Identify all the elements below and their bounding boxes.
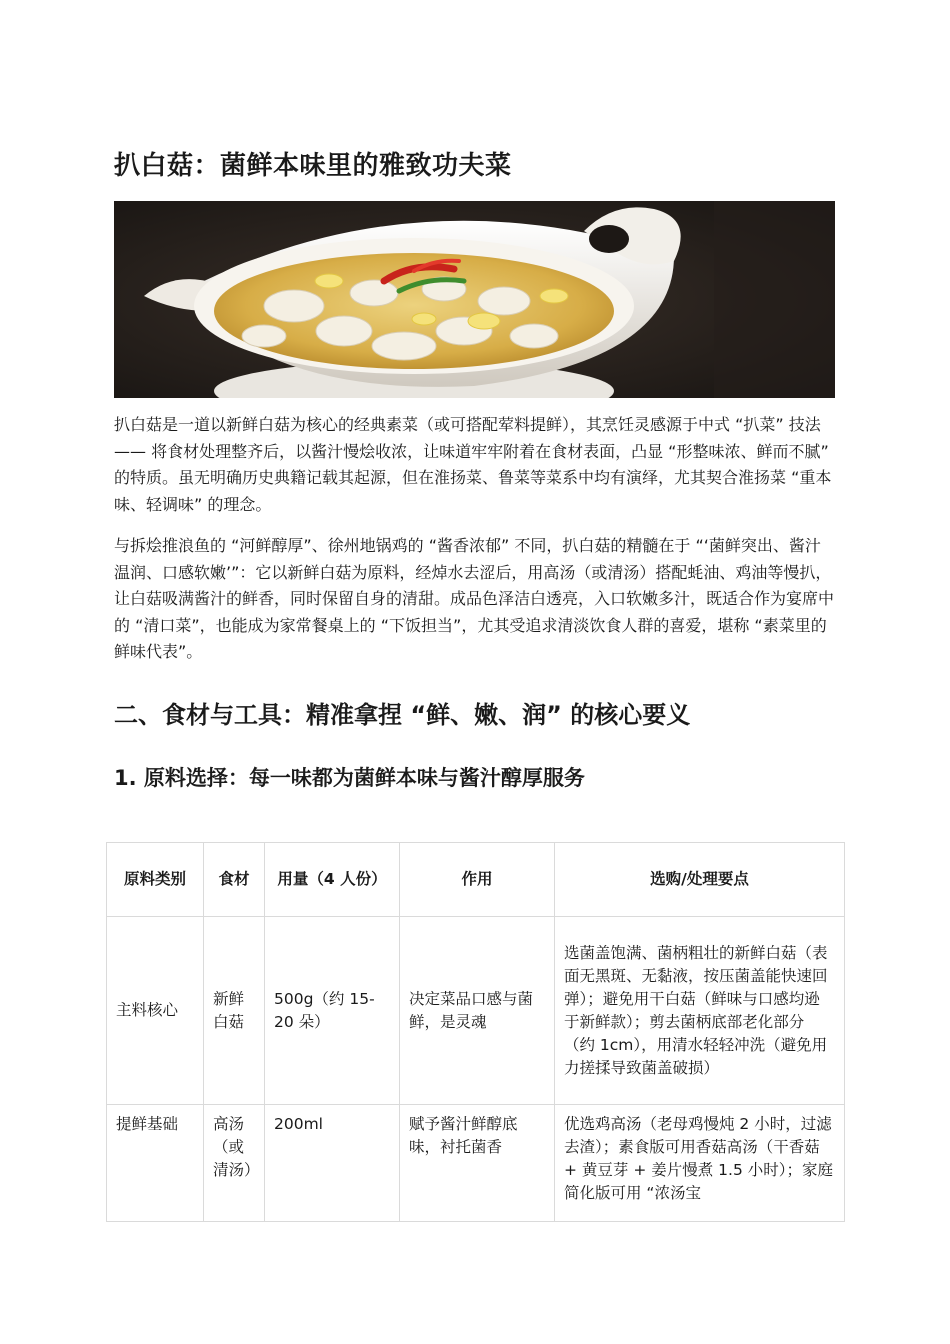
subsection-heading: 1. 原料选择：每一味都为菌鲜本味与酱汁醇厚服务 — [114, 766, 585, 790]
cell-purpose: 决定菜品口感与菌鲜，是灵魂 — [400, 917, 555, 1105]
table-header-row — [107, 843, 845, 917]
ingredients-table — [106, 842, 845, 1222]
header-ingredient: 食材 — [204, 843, 265, 917]
cell-tips: 选菌盖饱满、菌柄粗壮的新鲜白菇（表面无黑斑、无黏液，按压菌盖能快速回弹）；避免用干白菇（鲜味与口感均逊于新鲜款）；剪去菌柄底部老化部分（约 1cm），用清水轻轻冲洗（避免用力搓揉导致菌盖破损） — [555, 917, 845, 1105]
section-heading: 二、食材与工具：精准拿捏 “鲜、嫩、润” 的核心要义 — [114, 701, 691, 729]
header-amount: 用量（4 人份） — [265, 843, 400, 917]
cell-category: 提鲜基础 — [107, 1105, 204, 1222]
header-tips: 选购/处理要点 — [555, 843, 845, 917]
cell-ingredient: 高汤（或清汤） — [204, 1105, 265, 1222]
table-row — [107, 1105, 845, 1222]
cell-ingredient: 新鲜白菇 — [204, 917, 265, 1105]
cell-tips: 优选鸡高汤（老母鸡慢炖 2 小时，过滤去渣）；素食版可用香菇高汤（干香菇 + 黄豆芽 + 姜片慢煮 1.5 小时）；家庭简化版可用 “浓汤宝 — [555, 1105, 845, 1222]
cell-purpose: 赋予酱汁鲜醇底味，衬托菌香 — [400, 1105, 555, 1222]
table-row — [107, 917, 845, 1105]
intro-paragraph: 扒白菇是一道以新鲜白菇为核心的经典素菜（或可搭配荤料提鲜），其烹饪灵感源于中式 “扒菜” 技法 —— 将食材处理整齐后，以酱汁慢烩收浓，让味道牢牢附着在食材表面，凸显 “形整味浓、鲜而不腻” 的特质。虽无明确历史典籍记载其起源，但在淮扬菜、鲁菜等菜系中均有演绎，尤其契合淮扬菜 “重本味、轻调味” 的理念。 — [114, 415, 832, 514]
cell-amount: 500g（约 15-20 朵） — [265, 917, 400, 1105]
dish-photo — [114, 201, 835, 398]
header-category: 原料类别 — [107, 843, 204, 917]
comparison-paragraph: 与拆烩推浪鱼的 “河鲜醇厚”、徐州地锅鸡的 “酱香浓郁” 不同，扒白菇的精髓在于 “‘菌鲜突出、酱汁温润、口感软嫩’”：它以新鲜白菇为原料，经焯水去涩后，用高汤（或清汤）搭配蚝油、鸡油等慢扒，让白菇吸满酱汁的鲜香，同时保留自身的清甜。成品色泽洁白透亮，入口软嫩多汁，既适合作为宴席中的 “清口菜”，也能成为家常餐桌上的 “下饭担当”，尤其受追求清淡饮食人群的喜爱，堪称 “素菜里的鲜味代表”。 — [114, 536, 835, 661]
cell-category: 主料核心 — [107, 917, 204, 1105]
cell-amount: 200ml — [265, 1105, 400, 1222]
header-purpose: 作用 — [400, 843, 555, 917]
dish-illustration — [114, 201, 835, 398]
page-title: 扒白菇：菌鲜本味里的雅致功夫菜 — [114, 151, 512, 181]
